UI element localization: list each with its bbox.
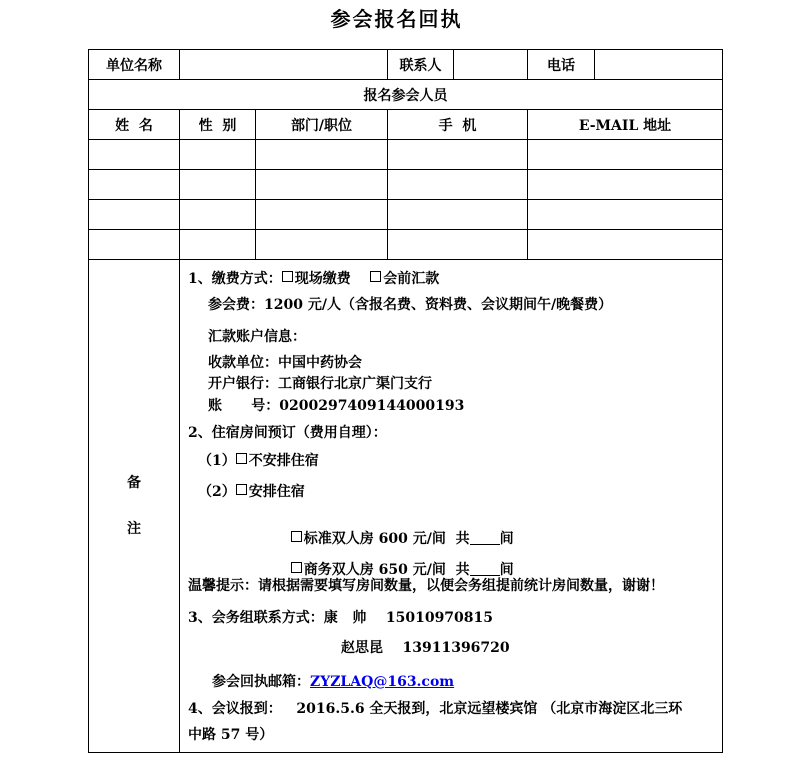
remit-title: 汇款账户信息： [208,329,306,345]
contact-field[interactable] [454,50,528,80]
notes-label-char-1: 备 [127,475,141,491]
header-row [89,50,723,80]
phone-field[interactable] [595,50,723,80]
onsite-payment-checkbox[interactable] [282,271,293,282]
attendee-row [89,230,723,260]
attendee-mobile-cell[interactable] [388,200,528,230]
fee-line: 参会费：1200 元/人（含报名费、资料费、会议期间午/晚餐费） [208,297,613,313]
form-title: 参会报名回执 [330,7,463,31]
standard-room-checkbox[interactable] [291,531,302,542]
attendee-email-cell[interactable] [528,170,723,200]
business-room-unit: 间 [499,562,514,578]
column-gender: 性 别 [180,110,256,140]
standard-room-label: 标准双人房 600 元/间 共 [303,531,470,547]
contact-line-2: 赵思昆 13911396720 [341,640,510,656]
attendee-name-cell[interactable] [89,230,180,260]
column-name: 姓 名 [89,110,180,140]
attendee-dept-cell[interactable] [256,140,388,170]
attendee-mobile-cell[interactable] [388,230,528,260]
notes-body [180,260,723,753]
email-link[interactable]: ZYZLAQ@163.com [310,674,455,690]
attendee-dept-cell[interactable] [256,200,388,230]
lodging-prefix: （2） [198,484,236,500]
unit-name-label: 单位名称 [89,50,180,80]
notes-label-char-2: 注 [127,521,141,537]
contact-line-1: 3、会务组联系方式：康 帅 15010970815 [188,610,494,626]
payment-method-label: 1、缴费方式： [188,271,282,287]
lodging-checkbox[interactable] [236,484,247,495]
unit-name-field[interactable] [180,50,388,80]
lodging-heading: 2、住宿房间预订（费用自理）： [188,425,387,441]
standard-room-unit: 间 [499,531,514,547]
no-lodging-label: 不安排住宿 [248,453,319,469]
business-room-count-field[interactable] [470,561,500,576]
attendee-row [89,170,723,200]
attendee-email-cell[interactable] [528,200,723,230]
notes-label [89,260,180,753]
attendee-gender-cell[interactable] [180,230,256,260]
bank-line: 开户银行：工商银行北京广渠门支行 [208,376,432,392]
column-department: 部门/职位 [256,110,388,140]
attendee-name-cell[interactable] [89,200,180,230]
business-room-label: 商务双人房 650 元/间 共 [303,562,470,578]
email-line [212,671,454,691]
lodging-option [198,481,305,501]
attendee-dept-cell[interactable] [256,170,388,200]
tip-line: 温馨提示：请根据需要填写房间数量，以便会务组提前统计房间数量，谢谢！ [188,578,664,594]
contact-label: 联系人 [388,50,454,80]
checkin-line-1: 4、会议报到： 2016.5.6 全天报到，北京远望楼宾馆 （北京市海淀区北三环 [188,701,683,717]
attendee-row [89,200,723,230]
column-email: E-MAIL 地址 [528,110,723,140]
payee-line: 收款单位：中国中药协会 [208,355,362,371]
email-label: 参会回执邮箱： [212,674,310,690]
payment-method-line [188,268,439,288]
notes-row [89,260,723,753]
registration-table [88,49,723,753]
attendee-email-cell[interactable] [528,230,723,260]
phone-label: 电话 [528,50,595,80]
attendee-gender-cell[interactable] [180,140,256,170]
transfer-payment-label: 会前汇款 [383,271,440,287]
transfer-payment-checkbox[interactable] [370,271,381,282]
account-line: 账 号：0200297409144000193 [208,398,465,414]
column-mobile: 手 机 [388,110,528,140]
no-lodging-prefix: （1） [198,453,236,469]
attendee-mobile-cell[interactable] [388,140,528,170]
no-lodging-option [198,450,319,470]
attendee-gender-cell[interactable] [180,200,256,230]
lodging-label: 安排住宿 [248,484,305,500]
business-room-checkbox[interactable] [291,562,302,573]
attendee-gender-cell[interactable] [180,170,256,200]
onsite-payment-label: 现场缴费 [294,271,351,287]
attendee-dept-cell[interactable] [256,230,388,260]
column-header-row [89,110,723,140]
attendees-heading: 报名参会人员 [89,80,723,110]
no-lodging-checkbox[interactable] [236,453,247,464]
attendee-name-cell[interactable] [89,140,180,170]
attendee-name-cell[interactable] [89,170,180,200]
attendee-email-cell[interactable] [528,140,723,170]
attendee-mobile-cell[interactable] [388,170,528,200]
attendee-row [89,140,723,170]
checkin-line-2: 中路 57 号） [188,727,274,743]
